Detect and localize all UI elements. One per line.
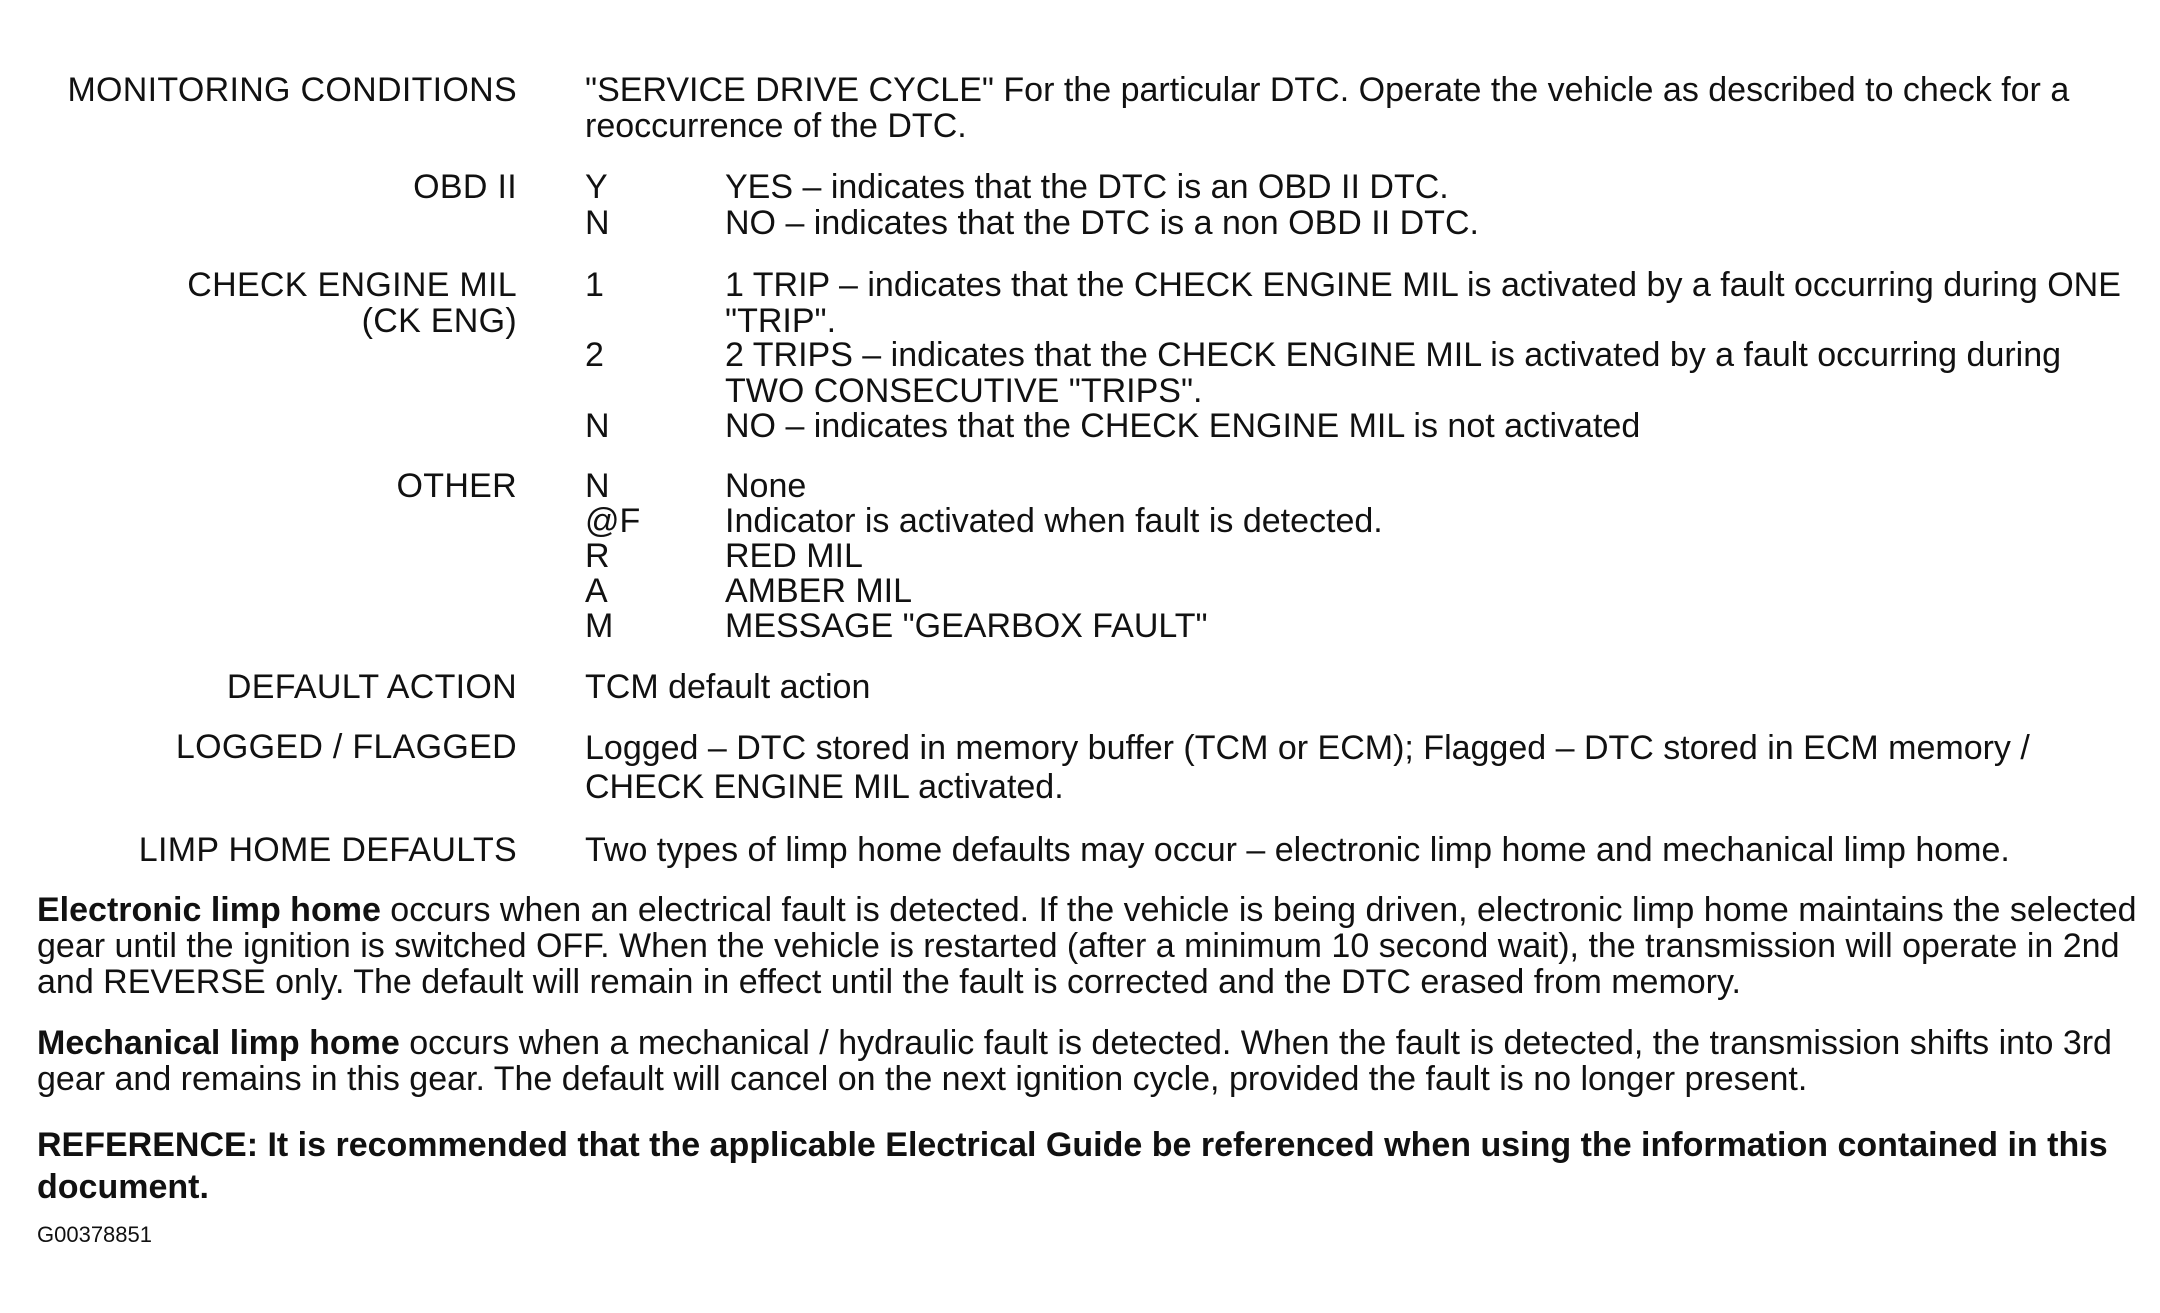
row-description: Logged – DTC stored in memory buffer (TCM or ECM); Flagged – DTC stored in ECM memory / CHECK ENGINE MIL activated. bbox=[585, 729, 2030, 806]
code-value: N bbox=[585, 467, 610, 505]
code-value: N bbox=[585, 407, 610, 445]
code-description: 1 TRIP – indicates that the CHECK ENGINE MIL is activated by a fault occurring during ONE "TRIP". bbox=[725, 266, 2121, 340]
code-value: M bbox=[585, 607, 614, 645]
paragraph-lead: Mechanical limp home bbox=[37, 1024, 400, 1062]
row-label: OTHER bbox=[396, 467, 517, 505]
row-description: "SERVICE DRIVE CYCLE" For the particular DTC. Operate the vehicle as described to check for a reoccurrence of the DTC. bbox=[585, 71, 2070, 145]
code-value: A bbox=[585, 572, 608, 610]
code-description: NO – indicates that the CHECK ENGINE MIL is not activated bbox=[725, 407, 1641, 445]
code-value: 2 bbox=[585, 336, 604, 374]
code-description: AMBER MIL bbox=[725, 572, 913, 610]
paragraph-text: occurs when a mechanical / hydraulic fault is detected. When the fault is detected, the transmission shifts into 3rd gear and remains in this gear. The default will cancel on the next ignition cycle, provided the fault is no longer present. bbox=[37, 1024, 2112, 1098]
row-label-sub: (CK ENG) bbox=[361, 302, 517, 340]
row-label: CHECK ENGINE MIL bbox=[187, 266, 517, 304]
row-label: OBD II bbox=[413, 168, 517, 206]
row-description: TCM default action bbox=[585, 668, 871, 706]
paragraph-electronic-limp-home bbox=[37, 892, 2147, 1000]
code-value: R bbox=[585, 537, 610, 575]
reference-note: REFERENCE: It is recommended that the applicable Electrical Guide be referenced when using the information contained in this document. bbox=[37, 1126, 2108, 1206]
code-description: Indicator is activated when fault is detected. bbox=[725, 502, 1383, 540]
code-value: @F bbox=[585, 502, 641, 540]
row-label: DEFAULT ACTION bbox=[226, 668, 517, 706]
code-description: 2 TRIPS – indicates that the CHECK ENGINE MIL is activated by a fault occurring during TWO CONSECUTIVE "TRIPS". bbox=[725, 336, 2062, 410]
row-label: LOGGED / FLAGGED bbox=[175, 728, 517, 766]
row-description: Two types of limp home defaults may occur – electronic limp home and mechanical limp home. bbox=[585, 831, 2010, 869]
code-description: NO – indicates that the DTC is a non OBD II DTC. bbox=[725, 204, 1479, 242]
row-label: LIMP HOME DEFAULTS bbox=[138, 831, 517, 869]
code-description: YES – indicates that the DTC is an OBD II DTC. bbox=[725, 168, 1449, 206]
figure-id: G00378851 bbox=[37, 1222, 152, 1247]
paragraph-text: occurs when an electrical fault is detected. If the vehicle is being driven, electronic limp home maintains the selected gear until the ignition is switched OFF. When the vehicle is restarted (after a minimum 10 second wait), the transmission will operate in 2nd and REVERSE only. The default will remain in effect until the fault is corrected and the DTC erased from memory. bbox=[37, 891, 2137, 1001]
code-description: None bbox=[725, 467, 807, 505]
paragraph-lead: Electronic limp home bbox=[37, 891, 381, 929]
code-value: N bbox=[585, 204, 610, 242]
code-value: Y bbox=[585, 168, 608, 206]
row-label: MONITORING CONDITIONS bbox=[67, 71, 517, 109]
code-description: MESSAGE "GEARBOX FAULT" bbox=[725, 607, 1208, 645]
code-description: RED MIL bbox=[725, 537, 863, 575]
paragraph-mechanical-limp-home bbox=[37, 1025, 2147, 1097]
code-value: 1 bbox=[585, 266, 604, 304]
